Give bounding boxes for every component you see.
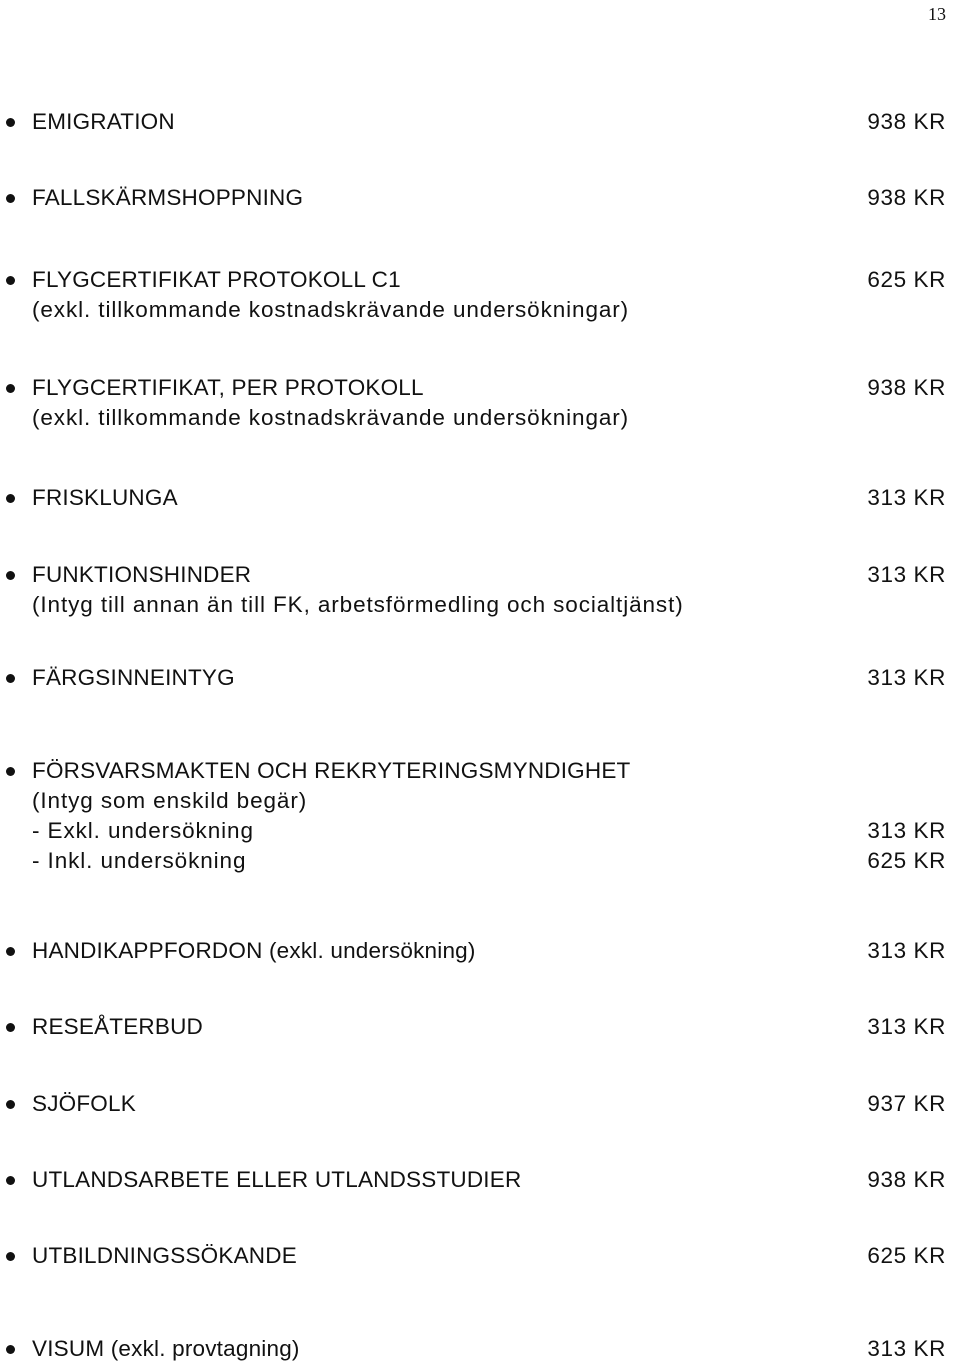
fee-price: 625 KR [867, 267, 946, 292]
fee-line [32, 373, 946, 403]
fee-line [32, 936, 946, 966]
fee-price: 938 KR [867, 1167, 946, 1192]
fee-line [32, 756, 946, 786]
fee-label: - Exkl. undersökning [32, 818, 254, 843]
fee-label: FÖRSVARSMAKTEN OCH REKRYTERINGSMYNDIGHET [32, 758, 631, 783]
fee-label: (Intyg som enskild begär) [32, 788, 308, 813]
bullet-icon [6, 194, 15, 203]
fee-label: SJÖFOLK [32, 1091, 136, 1116]
fee-line [32, 560, 946, 590]
fee-label: FRISKLUNGA [32, 485, 178, 510]
fee-line [32, 590, 946, 620]
bullet-icon [6, 571, 15, 580]
fee-line [32, 1165, 946, 1195]
fee-label: (Intyg till annan än till FK, arbetsförmedling och socialtjänst) [32, 592, 684, 617]
page-number: 13 [928, 4, 946, 24]
fee-label: (exkl. tillkommande kostnadskrävande undersökningar) [32, 405, 630, 430]
bullet-icon [6, 674, 15, 683]
fee-line [32, 1012, 946, 1042]
fee-label: - Inkl. undersökning [32, 848, 247, 873]
fee-line [32, 663, 946, 693]
fee-label: VISUM (exkl. provtagning) [32, 1336, 300, 1361]
fee-price: 313 KR [867, 938, 946, 963]
fee-line [32, 816, 946, 846]
bullet-icon [6, 767, 15, 776]
fee-price: 313 KR [867, 1336, 946, 1361]
fee-price: 313 KR [867, 485, 946, 510]
bullet-icon [6, 494, 15, 503]
fee-line [32, 846, 946, 876]
fee-label: RESEÅTERBUD [32, 1014, 203, 1039]
fee-line [32, 183, 946, 213]
bullet-icon [6, 1252, 15, 1261]
bullet-icon [6, 1345, 15, 1354]
bullet-icon [6, 1100, 15, 1109]
fee-price: 938 KR [867, 375, 946, 400]
bullet-icon [6, 1023, 15, 1032]
fee-price: 313 KR [867, 1014, 946, 1039]
fee-line [32, 107, 946, 137]
bullet-icon [6, 118, 15, 127]
fee-label: FLYGCERTIFIKAT, PER PROTOKOLL [32, 375, 424, 400]
fee-label: EMIGRATION [32, 109, 175, 134]
fee-line [32, 403, 946, 433]
fee-label: FLYGCERTIFIKAT PROTOKOLL C1 [32, 267, 401, 292]
fee-price: 313 KR [867, 562, 946, 587]
fee-line [32, 1241, 946, 1271]
fee-price: 938 KR [867, 109, 946, 134]
fee-price: 937 KR [867, 1091, 946, 1116]
fee-price: 938 KR [867, 185, 946, 210]
fee-price: 625 KR [867, 1243, 946, 1268]
fee-line [32, 295, 946, 325]
bullet-icon [6, 276, 15, 285]
fee-price: 313 KR [867, 818, 946, 843]
fee-line [32, 786, 946, 816]
fee-label: UTLANDSARBETE ELLER UTLANDSSTUDIER [32, 1167, 522, 1192]
fee-label: FÄRGSINNEINTYG [32, 665, 235, 690]
fee-label: UTBILDNINGSSÖKANDE [32, 1243, 297, 1268]
fee-line [32, 1089, 946, 1119]
fee-label: (exkl. tillkommande kostnadskrävande undersökningar) [32, 297, 630, 322]
fee-price: 313 KR [867, 665, 946, 690]
fee-label: FALLSKÄRMSHOPPNING [32, 185, 304, 210]
fee-line [32, 483, 946, 513]
bullet-icon [6, 947, 15, 956]
fee-line [32, 1334, 946, 1364]
fee-line [32, 265, 946, 295]
bullet-icon [6, 1176, 15, 1185]
fee-price: 625 KR [867, 848, 946, 873]
bullet-icon [6, 384, 15, 393]
fee-label: HANDIKAPPFORDON (exkl. undersökning) [32, 938, 476, 963]
fee-label: FUNKTIONSHINDER [32, 562, 252, 587]
